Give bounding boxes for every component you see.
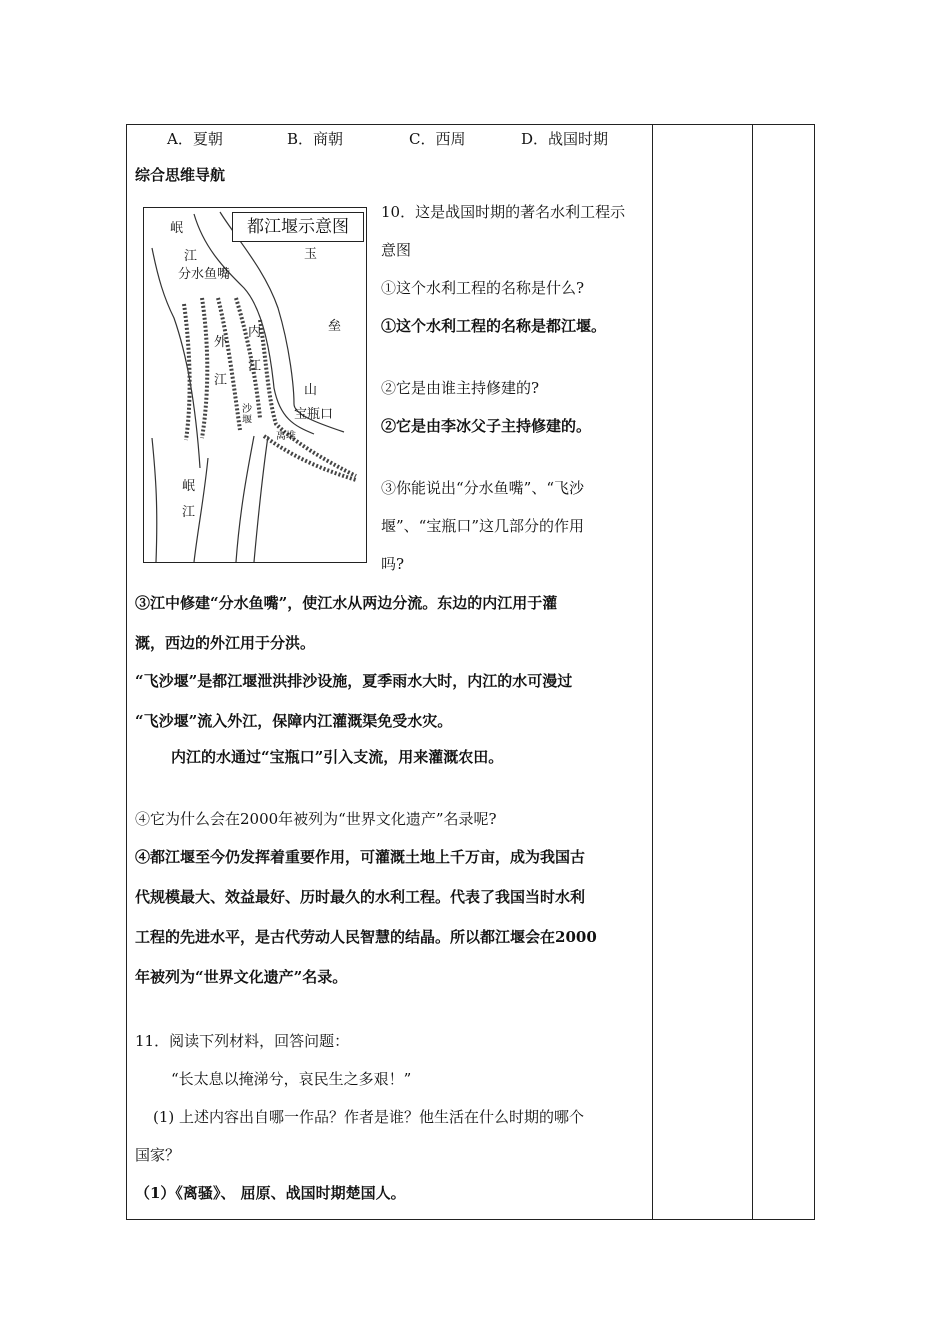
q10-answer4-line4: 年被列为“世界文化遗产”名录。 [135,968,348,986]
q10-question2: ②它是由谁主持修建的? [381,379,540,397]
q10-answer4-line1: ④都江堰至今仍发挥着重要作用，可灌溉土地上千万亩，成为我国古 [135,848,586,866]
dujiangyan-map [143,207,367,563]
q10-answer1: ①这个水利工程的名称是都江堰。 [381,317,607,335]
label-jiang-upper: 江 [184,249,198,264]
worksheet-table [126,124,815,1220]
q10-question1: ①这个水利工程的名称是什么? [381,279,585,297]
map-title: 都江堰示意图 [232,212,364,242]
label-jiang-lower: 江 [182,505,196,520]
answer-options [167,119,608,159]
label-lidui: 离堆 [276,431,296,442]
q10-answer4-line2: 代规模最大、效益最好、历时最久的水利工程。代表了我国当时水利 [135,888,586,906]
column-divider [752,125,753,1219]
q10-line1: 10．这是战国时期的著名水利工程示 [381,203,626,221]
q10-question3-line3: 吗? [381,555,405,573]
q11-answer1: （1）《离骚》、 屈原、战国时期楚国人。 [135,1184,406,1202]
q10-answer2: ②它是由李冰父子主持修建的。 [381,417,592,435]
q10-answer3-line3: “飞沙堰”是都江堰泄洪排沙设施，夏季雨水大时，内江的水可漫过 [135,672,573,690]
q10-answer3-line2: 溉，西边的外江用于分洪。 [135,634,316,652]
section-title: 综合思维导航 [135,166,226,184]
q10-answer3-line1: ③江中修建“分水鱼嘴”，使江水从两边分流。东边的内江用于灌 [135,594,558,612]
label-nei: 内 [248,325,262,340]
label-yu: 玉 [304,247,318,262]
q10-question4: ④它为什么会在2000年被列为“世界文化遗产”名录呢? [135,810,497,828]
q11-question1-line1: (1) 上述内容出自哪一作品？作者是谁？他生活在什么时期的哪个 [153,1108,585,1126]
label-fenshui-yuzui: 分水鱼嘴 [178,267,231,282]
q10-answer3-line5: 内江的水通过“宝瓶口”引入支流，用来灌溉农田。 [171,748,504,766]
option-c: C．西周 [409,130,466,148]
label-waijiang: 江 [214,373,228,388]
q10-right-column [381,193,661,583]
option-a: A．夏朝 [167,130,223,148]
label-min-upper: 岷 [170,221,184,236]
q10-question3-line1: ③你能说出“分水鱼嘴”、“飞沙 [381,479,585,497]
q10-question3-line2: 堰”、“宝瓶口”这几部分的作用 [381,517,585,535]
q10-answer3-line4: “飞沙堰”流入外江，保障内江灌溉渠免受水灾。 [135,712,453,730]
label-neijiang: 江 [248,359,262,374]
q11-question1-line2: 国家？ [135,1146,181,1164]
map-drawing [144,208,366,562]
label-feisha-yan: 沙堰 [242,404,252,426]
label-lei: 垒 [328,319,342,334]
q11-heading: 11．阅读下列材料，回答问题： [135,1032,350,1050]
label-shan: 山 [304,383,318,398]
q11-quote: “长太息以掩涕兮，哀民生之多艰！” [171,1070,412,1088]
label-min-lower: 岷 [182,479,196,494]
label-wai: 外 [214,335,228,350]
option-d: D．战国时期 [521,130,609,148]
label-baoping-kou: 宝瓶口 [294,407,334,422]
q10-answer4-line3: 工程的先进水平，是古代劳动人民智慧的结晶。所以都江堰会在2000 [135,928,597,946]
q10-line2: 意图 [381,241,412,259]
option-b: B．商朝 [287,130,344,148]
